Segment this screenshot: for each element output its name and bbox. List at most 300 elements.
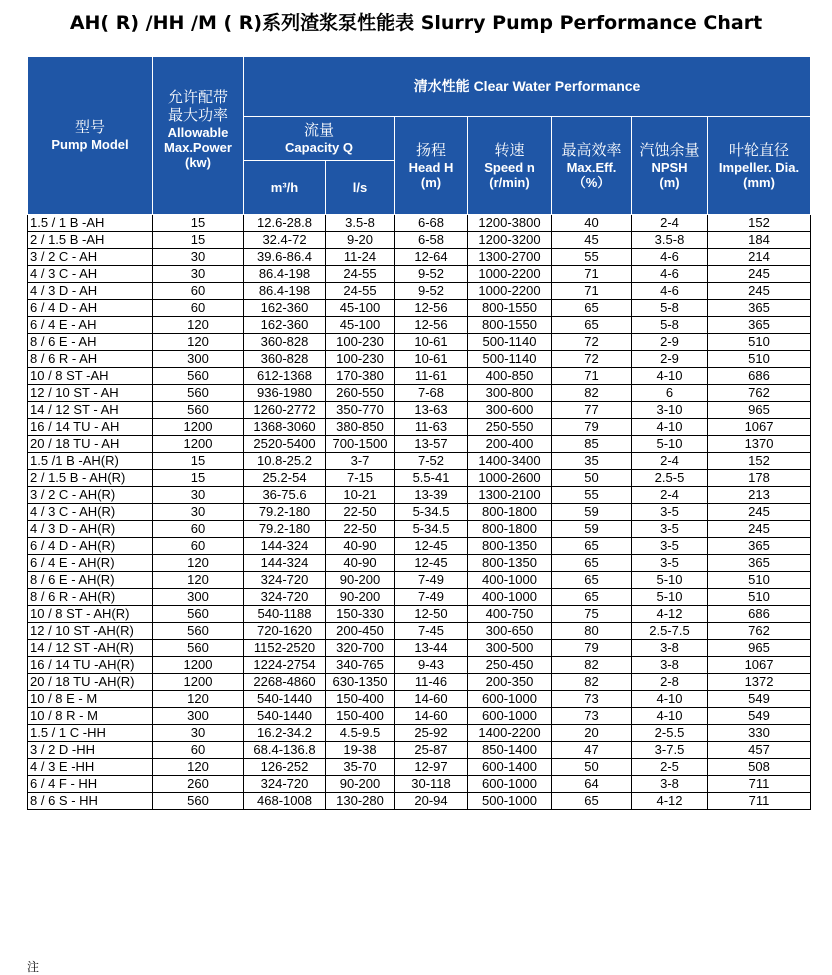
table-row [28,776,811,793]
table-cell: 2-4 [632,487,708,504]
table-cell: 82 [552,657,632,674]
table-row [28,232,811,249]
table-row [28,759,811,776]
table-cell: 50 [552,759,632,776]
table-cell: 1370 [708,436,811,453]
table-cell: 7-15 [326,470,395,487]
table-cell: 540-1188 [244,606,326,623]
table-cell: 75 [552,606,632,623]
table-cell: 711 [708,793,811,810]
table-cell: 8 / 6 E - AH [28,334,153,351]
table-cell: 19-38 [326,742,395,759]
table-cell: 4 / 3 C - AH [28,266,153,283]
table-row [28,419,811,436]
table-cell: 1.5 / 1 B -AH [28,215,153,232]
table-cell: 47 [552,742,632,759]
table-cell: 936-1980 [244,385,326,402]
table-cell: 2-4 [632,215,708,232]
table-row [28,317,811,334]
table-cell: 1000-2200 [468,283,552,300]
table-cell: 3 / 2 D -HH [28,742,153,759]
table-cell: 2.5-5 [632,470,708,487]
table-cell: 22-50 [326,504,395,521]
table-cell: 24-55 [326,283,395,300]
table-row [28,334,811,351]
table-cell: 86.4-198 [244,283,326,300]
table-cell: 1200 [153,436,244,453]
table-row [28,555,811,572]
table-cell: 152 [708,215,811,232]
table-cell: 7-68 [395,385,468,402]
table-cell: 73 [552,691,632,708]
table-cell: 4.5-9.5 [326,725,395,742]
table-cell: 380-850 [326,419,395,436]
table-cell: 8 / 6 R - AH(R) [28,589,153,606]
table-cell: 245 [708,521,811,538]
table-row [28,215,811,232]
table-cell: 73 [552,708,632,725]
table-cell: 762 [708,385,811,402]
table-cell: 3-8 [632,776,708,793]
table-cell: 365 [708,538,811,555]
table-cell: 144-324 [244,555,326,572]
table-cell: 400-1000 [468,589,552,606]
table-cell: 10 / 8 E - M [28,691,153,708]
table-cell: 90-200 [326,589,395,606]
table-cell: 20-94 [395,793,468,810]
table-row [28,742,811,759]
table-cell: 300-650 [468,623,552,640]
table-cell: 600-1000 [468,776,552,793]
table-cell: 612-1368 [244,368,326,385]
table-cell: 9-20 [326,232,395,249]
table-cell: 7-45 [395,623,468,640]
table-cell: 90-200 [326,776,395,793]
table-cell: 45-100 [326,300,395,317]
table-cell: 324-720 [244,572,326,589]
table-cell: 700-1500 [326,436,395,453]
table-cell: 30 [153,249,244,266]
table-cell: 800-1550 [468,300,552,317]
table-cell: 12-45 [395,555,468,572]
table-cell: 6 / 4 E - AH(R) [28,555,153,572]
table-cell: 365 [708,317,811,334]
table-cell: 6-58 [395,232,468,249]
table-cell: 1200-3800 [468,215,552,232]
table-row [28,470,811,487]
table-cell: 5-10 [632,436,708,453]
table-cell: 340-765 [326,657,395,674]
table-cell: 59 [552,521,632,538]
table-cell: 60 [153,300,244,317]
table-cell: 10 / 8 R - M [28,708,153,725]
table-cell: 65 [552,317,632,334]
table-cell: 80 [552,623,632,640]
table-cell: 12 / 10 ST -AH(R) [28,623,153,640]
table-cell: 9-52 [395,283,468,300]
table-cell: 10.8-25.2 [244,453,326,470]
table-cell: 120 [153,317,244,334]
table-row [28,623,811,640]
table-row [28,300,811,317]
table-cell: 5-8 [632,300,708,317]
table-cell: 36-75.6 [244,487,326,504]
table-cell: 5-10 [632,589,708,606]
table-cell: 300-800 [468,385,552,402]
table-cell: 2 / 1.5 B -AH [28,232,153,249]
table-cell: 260-550 [326,385,395,402]
table-cell: 16 / 14 TU -AH(R) [28,657,153,674]
header-capacity: 流量 Capacity Q [244,117,395,161]
table-cell: 2-9 [632,334,708,351]
table-cell: 126-252 [244,759,326,776]
table-cell: 71 [552,283,632,300]
table-cell: 4-6 [632,266,708,283]
table-cell: 55 [552,487,632,504]
table-cell: 4-10 [632,419,708,436]
table-cell: 13-39 [395,487,468,504]
table-cell: 150-330 [326,606,395,623]
table-row [28,640,811,657]
table-cell: 162-360 [244,317,326,334]
table-cell: 540-1440 [244,708,326,725]
table-cell: 150-400 [326,691,395,708]
table-cell: 120 [153,555,244,572]
table-row [28,657,811,674]
header-impeller-dia: 叶轮直径 Impeller. Dia. (mm) [708,117,811,215]
table-row [28,572,811,589]
table-cell: 10 / 8 ST -AH [28,368,153,385]
table-cell: 120 [153,572,244,589]
table-cell: 5-34.5 [395,504,468,521]
table-row [28,674,811,691]
table-cell: 3 / 2 C - AH(R) [28,487,153,504]
table-cell: 90-200 [326,572,395,589]
table-cell: 300-600 [468,402,552,419]
table-cell: 10-21 [326,487,395,504]
table-cell: 300 [153,708,244,725]
header-power: 允许配带最大功率 Allowable Max.Power (kw) [153,57,244,215]
table-cell: 72 [552,351,632,368]
table-cell: 79 [552,640,632,657]
table-cell: 300 [153,589,244,606]
table-cell: 55 [552,249,632,266]
table-cell: 500-1000 [468,793,552,810]
table-row [28,504,811,521]
table-cell: 686 [708,368,811,385]
table-cell: 4-6 [632,249,708,266]
table-cell: 64 [552,776,632,793]
table-cell: 14-60 [395,708,468,725]
table-cell: 82 [552,674,632,691]
table-cell: 30 [153,725,244,742]
table-cell: 800-1800 [468,521,552,538]
table-cell: 549 [708,708,811,725]
table-cell: 4-12 [632,793,708,810]
table-cell: 3-7 [326,453,395,470]
table-cell: 15 [153,453,244,470]
table-cell: 686 [708,606,811,623]
table-row [28,589,811,606]
table-cell: 14 / 12 ST -AH(R) [28,640,153,657]
table-cell: 324-720 [244,589,326,606]
table-cell: 1200 [153,674,244,691]
table-cell: 200-400 [468,436,552,453]
table-cell: 120 [153,759,244,776]
table-cell: 5-8 [632,317,708,334]
table-row [28,436,811,453]
table-row [28,793,811,810]
table-cell: 8 / 6 S - HH [28,793,153,810]
table-cell: 8 / 6 E - AH(R) [28,572,153,589]
table-cell: 25.2-54 [244,470,326,487]
table-cell: 65 [552,538,632,555]
table-cell: 45 [552,232,632,249]
table-cell: 12-45 [395,538,468,555]
table-row [28,351,811,368]
table-cell: 45-100 [326,317,395,334]
table-cell: 540-1440 [244,691,326,708]
table-row [28,283,811,300]
table-cell: 2-5 [632,759,708,776]
note-label: 注 [27,960,40,974]
table-cell: 400-750 [468,606,552,623]
table-cell: 214 [708,249,811,266]
table-cell: 15 [153,215,244,232]
table-cell: 200-350 [468,674,552,691]
table-row [28,487,811,504]
table-cell: 10 / 8 ST - AH(R) [28,606,153,623]
table-row [28,402,811,419]
table-cell: 400-850 [468,368,552,385]
table-cell: 85 [552,436,632,453]
table-row [28,708,811,725]
table-cell: 25-87 [395,742,468,759]
table-cell: 79.2-180 [244,504,326,521]
table-cell: 65 [552,572,632,589]
table-cell: 178 [708,470,811,487]
table-cell: 9-52 [395,266,468,283]
table-body [28,215,811,810]
table-cell: 3-5 [632,504,708,521]
table-cell: 130-280 [326,793,395,810]
table-cell: 365 [708,300,811,317]
table-cell: 86.4-198 [244,266,326,283]
table-cell: 60 [153,742,244,759]
table-cell: 6 / 4 D - AH [28,300,153,317]
table-cell: 150-400 [326,708,395,725]
table-cell: 1260-2772 [244,402,326,419]
table-cell: 800-1800 [468,504,552,521]
table-cell: 1200 [153,419,244,436]
table-cell: 245 [708,266,811,283]
table-cell: 1152-2520 [244,640,326,657]
table-cell: 1067 [708,657,811,674]
table-cell: 11-46 [395,674,468,691]
table-cell: 12-56 [395,300,468,317]
table-cell: 35 [552,453,632,470]
table-cell: 1.5 /1 B -AH(R) [28,453,153,470]
table-cell: 65 [552,555,632,572]
table-cell: 762 [708,623,811,640]
table-cell: 630-1350 [326,674,395,691]
table-cell: 4-10 [632,691,708,708]
table-cell: 2-4 [632,453,708,470]
table-cell: 20 [552,725,632,742]
table-cell: 350-770 [326,402,395,419]
table-cell: 560 [153,640,244,657]
table-cell: 40 [552,215,632,232]
table-cell: 25-92 [395,725,468,742]
table-cell: 300-500 [468,640,552,657]
table-cell: 1067 [708,419,811,436]
table-cell: 77 [552,402,632,419]
table-cell: 4-12 [632,606,708,623]
table-cell: 965 [708,402,811,419]
table-cell: 79.2-180 [244,521,326,538]
table-cell: 510 [708,334,811,351]
header-capacity-ls: l/s [326,161,395,215]
table-row [28,249,811,266]
table-cell: 30 [153,487,244,504]
table-cell: 245 [708,504,811,521]
table-cell: 3.5-8 [326,215,395,232]
table-row [28,725,811,742]
table-cell: 120 [153,691,244,708]
table-cell: 457 [708,742,811,759]
table-cell: 9-43 [395,657,468,674]
table-cell: 560 [153,793,244,810]
table-cell: 560 [153,402,244,419]
table-cell: 250-450 [468,657,552,674]
table-cell: 1224-2754 [244,657,326,674]
table-cell: 65 [552,300,632,317]
table-cell: 850-1400 [468,742,552,759]
table-cell: 60 [153,521,244,538]
table-row [28,538,811,555]
table-cell: 560 [153,368,244,385]
table-cell: 245 [708,283,811,300]
table-cell: 68.4-136.8 [244,742,326,759]
table-cell: 10-61 [395,351,468,368]
table-cell: 13-44 [395,640,468,657]
table-cell: 8 / 6 R - AH [28,351,153,368]
table-cell: 3-5 [632,521,708,538]
table-cell: 4-10 [632,368,708,385]
table-cell: 5.5-41 [395,470,468,487]
table-cell: 2-8 [632,674,708,691]
table-cell: 711 [708,776,811,793]
table-cell: 3.5-8 [632,232,708,249]
table-cell: 72 [552,334,632,351]
table-cell: 71 [552,368,632,385]
table-cell: 260 [153,776,244,793]
table-cell: 4 / 3 D - AH(R) [28,521,153,538]
table-cell: 65 [552,793,632,810]
table-cell: 4-10 [632,708,708,725]
table-row [28,368,811,385]
table-cell: 50 [552,470,632,487]
table-cell: 11-61 [395,368,468,385]
table-cell: 162-360 [244,300,326,317]
table-cell: 1000-2600 [468,470,552,487]
table-cell: 12-50 [395,606,468,623]
table-cell: 400-1000 [468,572,552,589]
table-cell: 1.5 / 1 C -HH [28,725,153,742]
table-cell: 184 [708,232,811,249]
table-row [28,691,811,708]
table-cell: 4 / 3 E -HH [28,759,153,776]
table-cell: 16.2-34.2 [244,725,326,742]
header-model: 型号 Pump Model [28,57,153,215]
page-title: AH( R) /HH /M ( R)系列渣浆泵性能表 Slurry Pump Performance Chart [69,12,763,34]
header-capacity-m3h: m³/h [244,161,326,215]
table-cell: 100-230 [326,334,395,351]
table-cell: 120 [153,334,244,351]
table-cell: 510 [708,589,811,606]
table-cell: 2-5.5 [632,725,708,742]
table-cell: 250-550 [468,419,552,436]
table-cell: 24-55 [326,266,395,283]
table-cell: 2-9 [632,351,708,368]
table-cell: 12.6-28.8 [244,215,326,232]
table-cell: 6 / 4 F - HH [28,776,153,793]
table-cell: 30 [153,266,244,283]
table-cell: 360-828 [244,334,326,351]
header-speed: 转速 Speed n (r/min) [468,117,552,215]
table-row [28,521,811,538]
table-cell: 324-720 [244,776,326,793]
table-cell: 20 / 18 TU -AH(R) [28,674,153,691]
table-cell: 6 / 4 E - AH [28,317,153,334]
table-cell: 1300-2700 [468,249,552,266]
table-cell: 510 [708,572,811,589]
table-cell: 40-90 [326,538,395,555]
table-cell: 7-49 [395,589,468,606]
table-cell: 6-68 [395,215,468,232]
table-cell: 12-56 [395,317,468,334]
table-cell: 32.4-72 [244,232,326,249]
header-efficiency: 最高效率 Max.Eff. （%） [552,117,632,215]
table-cell: 3-10 [632,402,708,419]
table-cell: 600-1400 [468,759,552,776]
table-cell: 1372 [708,674,811,691]
table-cell: 1200-3200 [468,232,552,249]
table-cell: 500-1140 [468,351,552,368]
table-cell: 13-57 [395,436,468,453]
table-cell: 4-6 [632,283,708,300]
table-cell: 3-5 [632,538,708,555]
table-cell: 330 [708,725,811,742]
table-cell: 14-60 [395,691,468,708]
table-cell: 2520-5400 [244,436,326,453]
table-cell: 800-1350 [468,555,552,572]
table-cell: 20 / 18 TU - AH [28,436,153,453]
table-cell: 500-1140 [468,334,552,351]
table-cell: 508 [708,759,811,776]
table-cell: 3-7.5 [632,742,708,759]
table-cell: 15 [153,470,244,487]
table-row [28,606,811,623]
table-cell: 13-63 [395,402,468,419]
table-cell: 1200 [153,657,244,674]
performance-table [27,56,811,810]
table-cell: 200-450 [326,623,395,640]
table-cell: 71 [552,266,632,283]
table-cell: 549 [708,691,811,708]
table-cell: 4 / 3 D - AH [28,283,153,300]
table-cell: 800-1550 [468,317,552,334]
